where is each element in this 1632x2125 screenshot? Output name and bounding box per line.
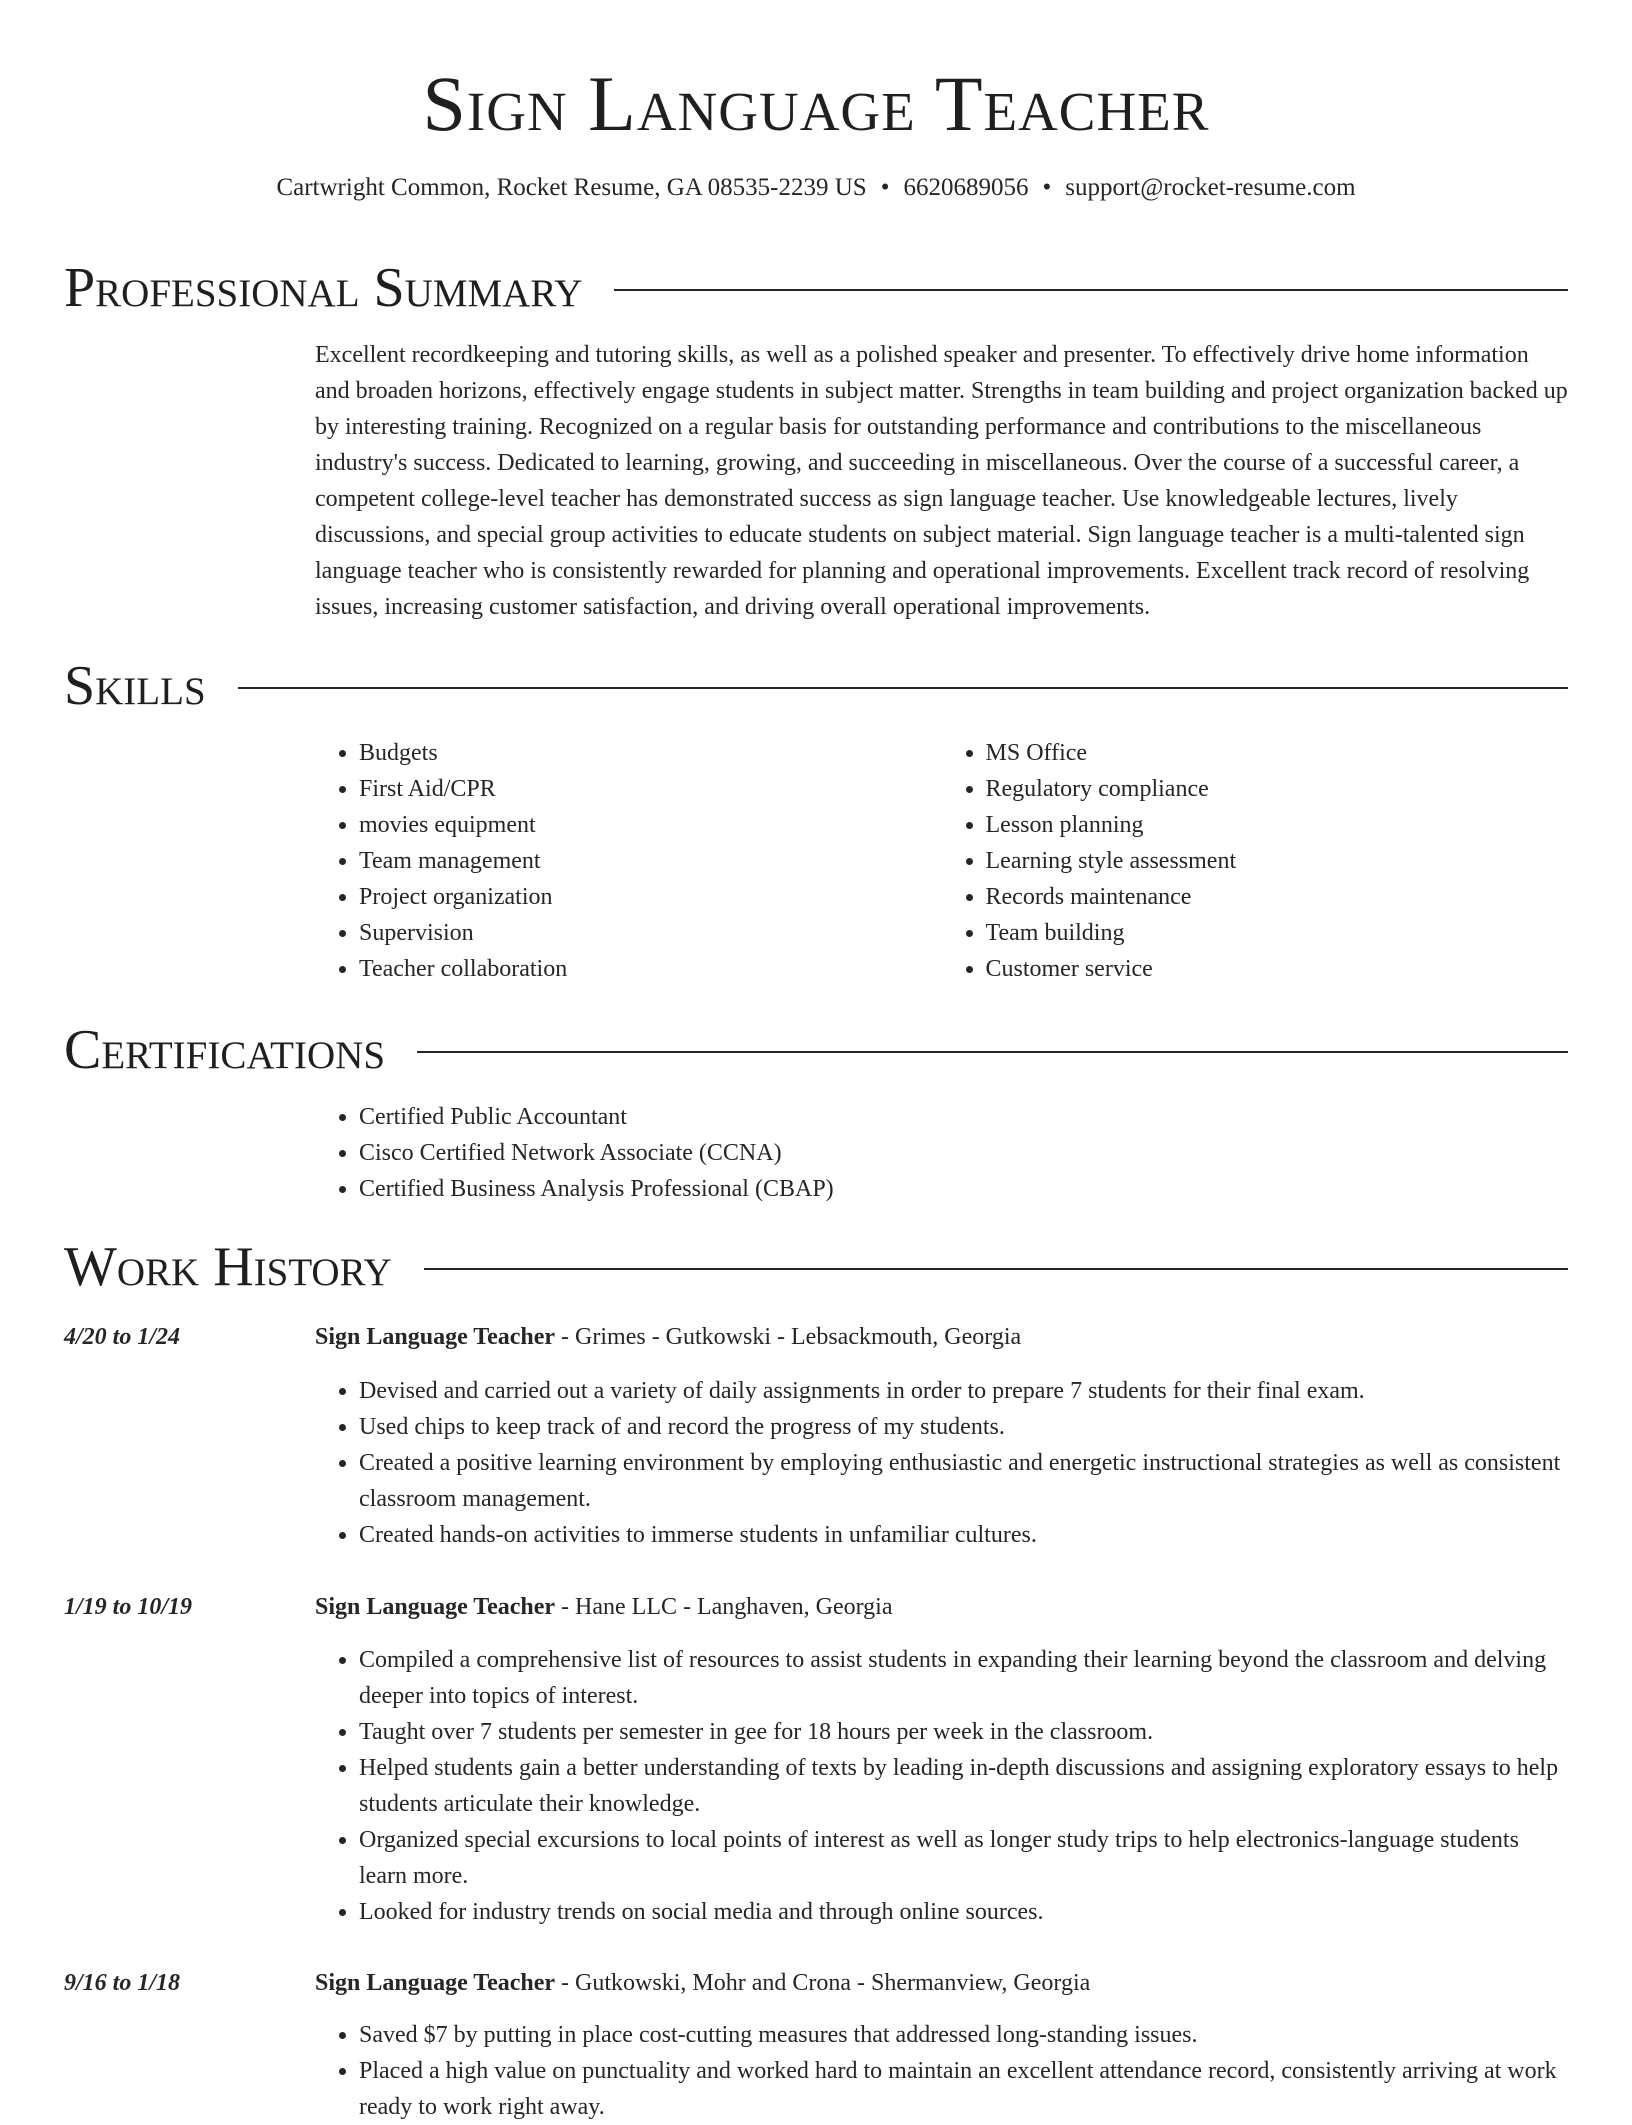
job-bullet: • Devised and carried out a variety of daily assignments in order to prepare 7 students for their final exam. <box>359 1373 1568 1409</box>
skill-item: • MS Office <box>986 735 1569 771</box>
summary-heading: Professional Summary <box>64 257 583 319</box>
work-heading: Work History <box>64 1236 392 1298</box>
skills-list-right <box>942 735 1569 987</box>
job-bullet: • Saved $7 by putting in place cost-cutting measures that addressed long-standing issues. <box>359 2017 1568 2053</box>
job-bullet-list <box>315 2017 1568 2125</box>
job-title: Sign Language Teacher <box>315 1324 556 1350</box>
skill-item: • movies equipment <box>359 807 942 843</box>
resume-page <box>64 0 1568 2120</box>
job-title-line <box>315 1965 1568 2001</box>
job-bullet: • Compiled a comprehensive list of resources to assist students in expanding their learning beyond the classroom and delving deeper into topics of interest. <box>359 1642 1568 1714</box>
job-bullet-list <box>315 1642 1568 1930</box>
skill-item: • Learning style assessment <box>986 843 1569 879</box>
skills-body <box>315 735 1568 987</box>
job-bullet: • Used chips to keep track of and record the progress of my students. <box>359 1409 1568 1445</box>
job-bullets <box>315 1373 1568 1553</box>
skill-item: • Records maintenance <box>986 879 1569 915</box>
summary-section-header <box>64 256 1568 320</box>
skill-item: • Customer service <box>986 951 1569 987</box>
job-bullet: • Organized special excursions to local points of interest as well as longer study trips to help electronics-language students learn more. <box>359 1822 1568 1894</box>
job-dates: 4/20 to 1/24 <box>64 1324 181 1350</box>
job-bullet: • Placed a high value on punctuality and worked hard to maintain an excellent attendance record, consistently arriving at work ready to work right away. <box>359 2053 1568 2125</box>
job-title: Sign Language Teacher <box>315 1594 556 1620</box>
job-bullet-list <box>315 1373 1568 1553</box>
certifications-section-header <box>64 1018 1568 1082</box>
skill-item: • Supervision <box>359 915 942 951</box>
certifications-list <box>315 1099 1568 1207</box>
work-section-header <box>64 1235 1568 1299</box>
skills-grid <box>315 735 1568 987</box>
skill-item: • Budgets <box>359 735 942 771</box>
job-bullet: • Looked for industry trends on social media and through online sources. <box>359 1894 1568 1930</box>
contact-address: Cartwright Common, Rocket Resume, GA 08535-2239 US <box>276 174 867 201</box>
job-dates: 9/16 to 1/18 <box>64 1970 181 1996</box>
job-bullets <box>315 2017 1568 2125</box>
contact-line <box>64 172 1568 204</box>
job-title: Sign Language Teacher <box>315 1970 556 1996</box>
job-title-line <box>315 1319 1568 1355</box>
skills-list-left <box>315 735 942 987</box>
job-bullets <box>315 1642 1568 1930</box>
skill-item: • Team building <box>986 915 1569 951</box>
job-title-line <box>315 1589 1568 1625</box>
skill-item: • Lesson planning <box>986 807 1569 843</box>
job-bullet: • Created a positive learning environment by employing enthusiastic and energetic instructional strategies as well as consistent classroom management. <box>359 1445 1568 1517</box>
resume-name: Sign Language Teacher <box>422 60 1210 147</box>
certification-item: • Cisco Certified Network Associate (CCNA) <box>359 1135 1568 1171</box>
section-divider <box>614 289 1568 291</box>
skill-item: • Project organization <box>359 879 942 915</box>
job-bullet: • Helped students gain a better understanding of texts by leading in-depth discussions and assigning exploratory essays to help students articulate their knowledge. <box>359 1750 1568 1822</box>
skill-item: • Regulatory compliance <box>986 771 1569 807</box>
section-divider <box>417 1051 1568 1053</box>
job-bullet: • Taught over 7 students per semester in gee for 18 hours per week in the classroom. <box>359 1714 1568 1750</box>
summary-body <box>315 337 1568 625</box>
job-employer: - Hane LLC - Langhaven, Georgia <box>555 1594 893 1620</box>
certifications-heading: Certifications <box>64 1019 386 1081</box>
summary-text: Excellent recordkeeping and tutoring skills, as well as a polished speaker and presenter. To effectively drive home information and broaden horizons, effectively engage students in subject matter. Strengths in team building and project organization backed up by interesting training. Recognized on a regular basis for outstanding performance and contributions to the miscellaneous industry's success. Dedicated to learning, growing, and succeeding in miscellaneous. Over the course of a successful career, a competent college-level teacher has demonstrated success as sign language teacher. Use knowledgeable lectures, lively discussions, and special group activities to educate students on subject material. Sign language teacher is a multi-talented sign language teacher who is consistently rewarded for planning and operational improvements. Excellent track record of resolving issues, increasing customer satisfaction, and driving overall operational improvements. <box>315 342 1568 620</box>
certifications-body <box>315 1099 1568 1207</box>
contact-phone: 6620689056 <box>903 174 1029 201</box>
job-dates: 1/19 to 10/19 <box>64 1594 193 1620</box>
contact-email: support@rocket-resume.com <box>1065 174 1356 201</box>
certification-item: • Certified Business Analysis Professional (CBAP) <box>359 1171 1568 1207</box>
skill-item: • Team management <box>359 843 942 879</box>
section-divider <box>238 687 1568 689</box>
section-divider <box>424 1268 1568 1270</box>
job-bullet: • Created hands-on activities to immerse students in unfamiliar cultures. <box>359 1517 1568 1553</box>
job-employer: - Gutkowski, Mohr and Crona - Shermanview, Georgia <box>555 1970 1091 1996</box>
skills-heading: Skills <box>64 655 206 717</box>
certification-item: • Certified Public Accountant <box>359 1099 1568 1135</box>
skill-item: • First Aid/CPR <box>359 771 942 807</box>
skill-item: • Teacher collaboration <box>359 951 942 987</box>
skills-section-header <box>64 654 1568 718</box>
contact-separator: • <box>880 174 890 201</box>
contact-separator: • <box>1042 174 1052 201</box>
job-employer: - Grimes - Gutkowski - Lebsackmouth, Georgia <box>555 1324 1022 1350</box>
